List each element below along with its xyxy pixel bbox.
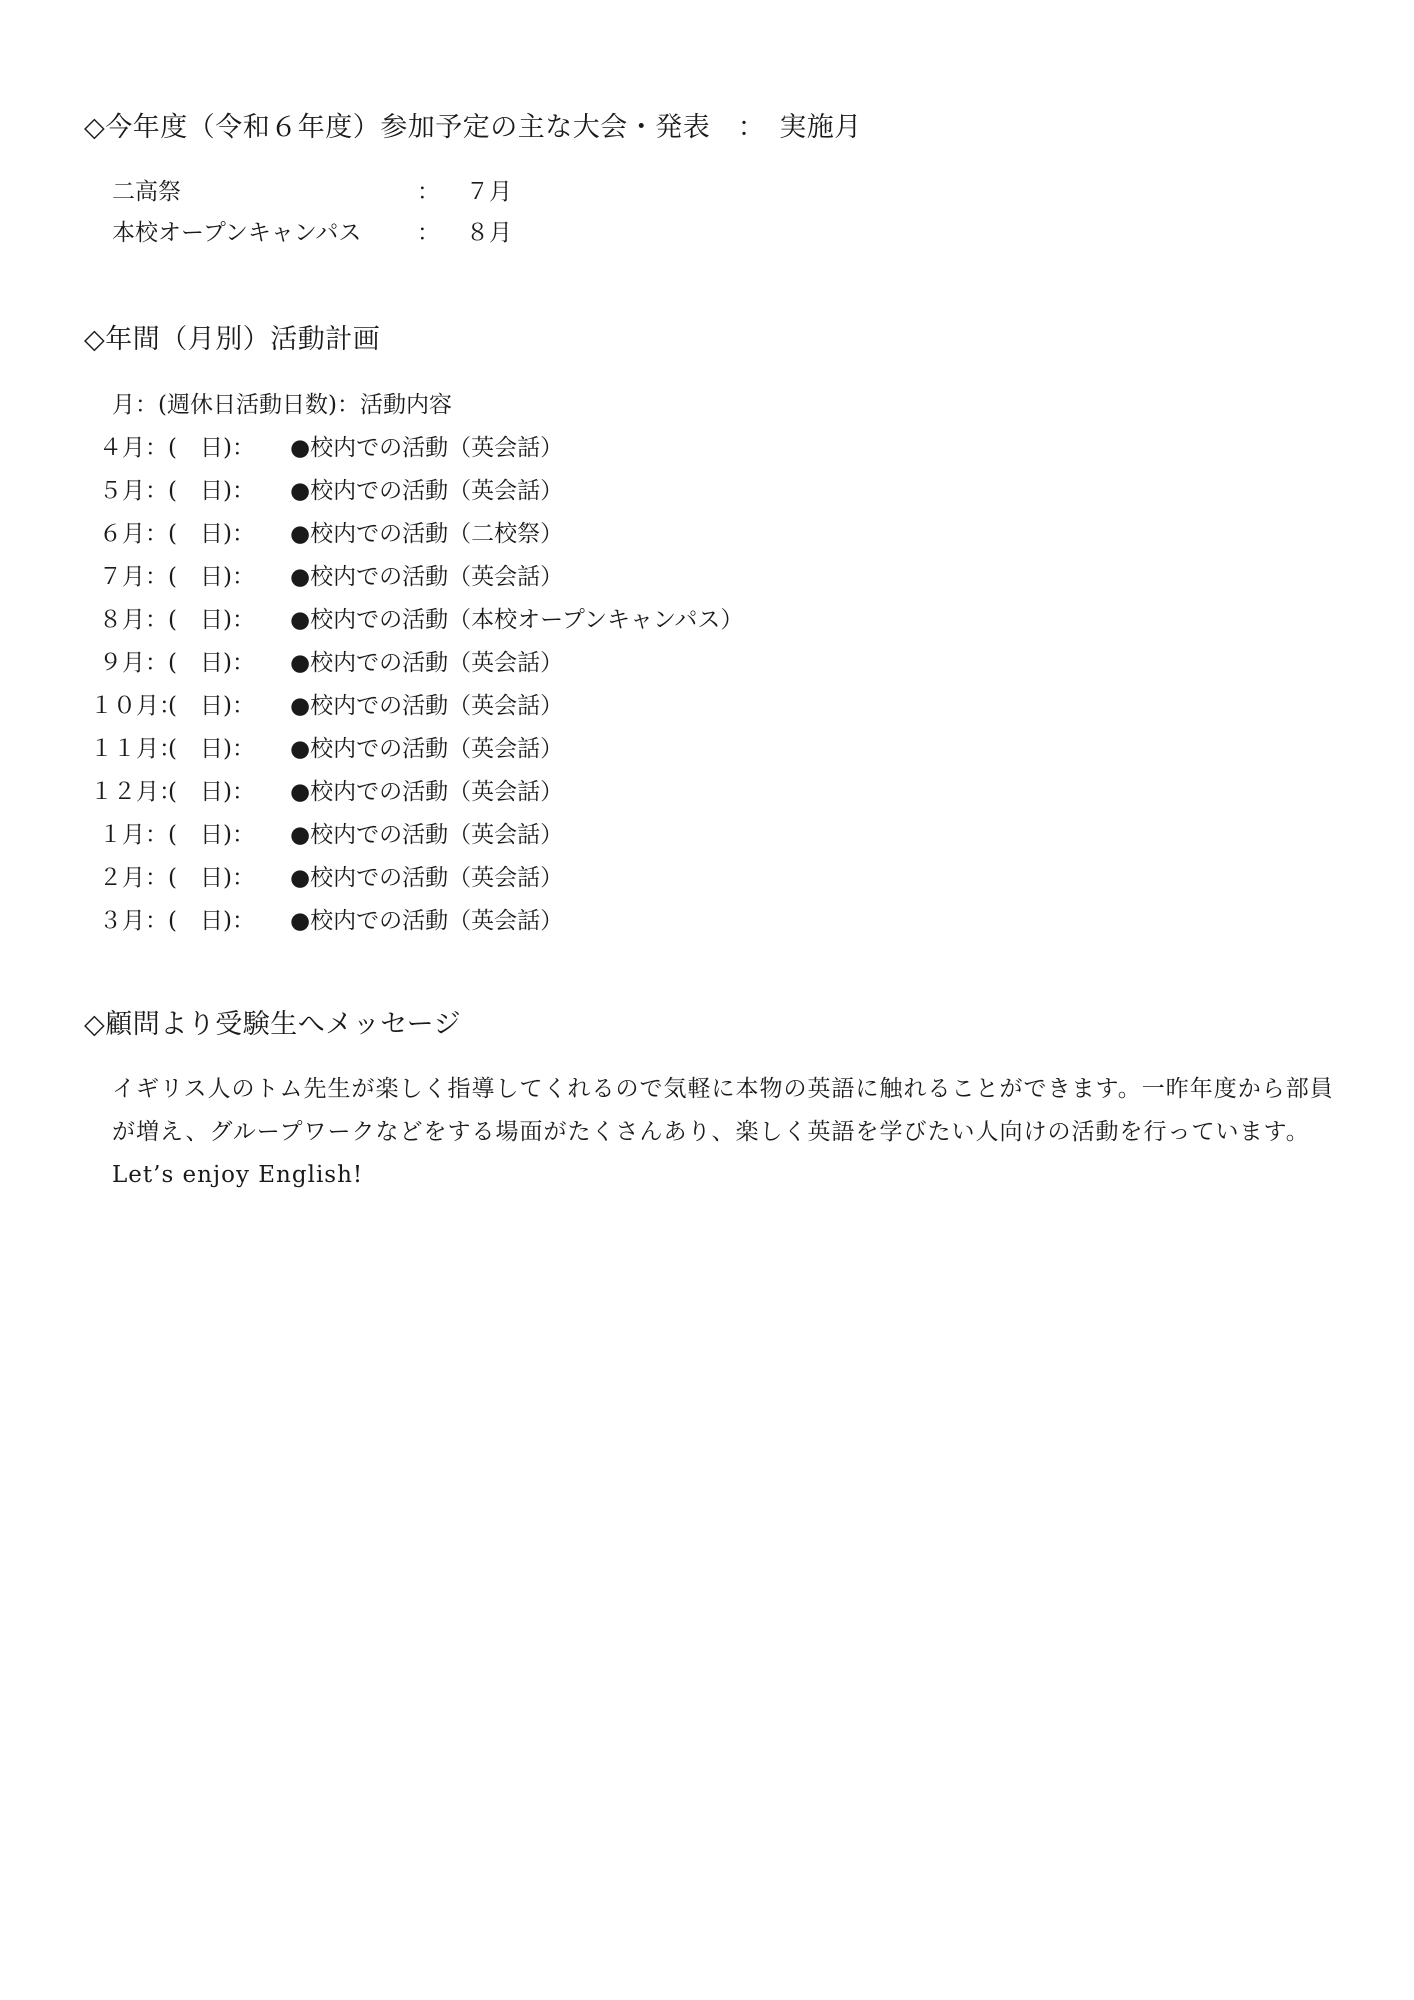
plan-content: ●校内での活動（二校祭） [290,521,564,547]
plan-days: ( 日)： [168,650,255,676]
plan-days: ( 日)： [168,693,255,719]
plan-row [90,689,563,723]
event-name: 本校オープンキャンパス [112,220,362,246]
plan-month: １０月： [90,693,182,719]
plan-content: ●校内での活動（英会話） [290,478,564,504]
plan-month: ６月： [99,521,168,547]
plan-days: ( 日)： [168,908,255,934]
plan-month: １１月： [90,736,182,762]
plan-content: ●校内での活動（英会話） [290,693,564,719]
plan-row [90,646,563,680]
plan-heading: ◇年間（月別）活動計画 [84,324,381,355]
plan-row [90,560,563,594]
message-heading: ◇顧問より受験生へメッセージ [84,1009,462,1040]
plan-month: ５月： [99,478,168,504]
plan-month: ８月： [99,607,168,633]
plan-row [90,904,563,938]
plan-month: ３月： [99,908,168,934]
plan-days: ( 日)： [168,865,255,891]
plan-days: ( 日)： [168,822,255,848]
plan-table-header: 月：(週休日活動日数)：活動内容 [112,392,452,418]
plan-month: ４月： [99,435,168,461]
plan-content: ●校内での活動（英会話） [290,865,564,891]
plan-days: ( 日)： [168,564,255,590]
event-colon: ： [417,179,440,205]
plan-row [90,732,563,766]
plan-row [90,431,563,465]
plan-row [90,861,563,895]
plan-content: ●校内での活動（英会話） [290,822,564,848]
plan-content: ●校内での活動（英会話） [290,736,564,762]
plan-row [90,775,563,809]
advisor-message: イギリス人のトム先生が楽しく指導してくれるので気軽に本物の英語に触れることができます。一昨年度から部員が増え、グループワークなどをする場面がたくさんあり、楽しく英語を学びたい人向けの活動を行っています。Let’s enjoy English! [112,1076,1334,1188]
plan-month: １２月： [90,779,182,805]
plan-days: ( 日)： [168,607,255,633]
plan-content: ●校内での活動（英会話） [290,650,564,676]
plan-content: ●校内での活動（英会話） [290,908,564,934]
plan-month: ７月： [99,564,168,590]
plan-month: １月： [99,822,168,848]
event-colon: ： [417,220,440,246]
events-heading: ◇今年度（令和６年度）参加予定の主な大会・発表 ： 実施月 [84,112,862,143]
plan-content: ●校内での活動（本校オープンキャンパス） [290,607,744,633]
plan-row [90,474,563,508]
plan-days: ( 日)： [168,521,255,547]
plan-days: ( 日)： [168,736,255,762]
plan-month: ９月： [99,650,168,676]
plan-row [90,818,563,852]
plan-month: ２月： [99,865,168,891]
plan-content: ●校内での活動（英会話） [290,779,564,805]
event-month: ８月 [466,220,512,246]
plan-row [90,517,563,551]
plan-content: ●校内での活動（英会話） [290,564,564,590]
plan-row [90,603,743,637]
plan-days: ( 日)： [168,779,255,805]
plan-days: ( 日)： [168,478,255,504]
event-month: ７月 [466,179,512,205]
event-name: 二高祭 [112,179,181,205]
plan-content: ●校内での活動（英会話） [290,435,564,461]
plan-days: ( 日)： [168,435,255,461]
